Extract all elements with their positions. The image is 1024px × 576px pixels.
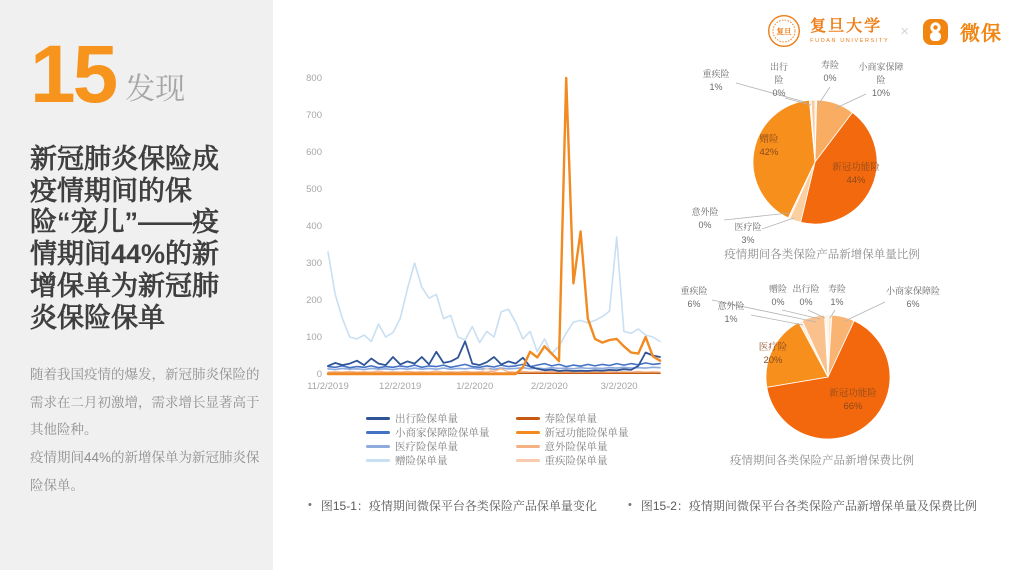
x-axis-tick: 12/2/2019	[379, 381, 422, 392]
svg-text:重疾险: 重疾险	[702, 69, 730, 79]
fudan-logotype	[810, 18, 889, 44]
legend-column	[516, 413, 629, 466]
svg-text:出行险: 出行险	[792, 284, 820, 294]
svg-text:1%: 1%	[724, 314, 738, 324]
legend-swatch-icon	[366, 417, 390, 420]
pie-label-小商家保障险	[858, 61, 903, 98]
svg-text:赠险: 赠险	[759, 134, 779, 145]
label-leader-line	[836, 94, 866, 108]
wesure-name: 微保	[960, 22, 1002, 45]
pie-label-意外险	[717, 300, 744, 324]
svg-text:意外险: 意外险	[691, 207, 719, 217]
svg-text:0%: 0%	[698, 220, 712, 230]
pie-label-寿险	[828, 283, 846, 307]
pie-label-小商家保障险	[886, 285, 940, 309]
legend-column	[366, 413, 490, 466]
svg-text:0%: 0%	[772, 88, 786, 98]
legend-label: 医疗险保单量	[395, 441, 458, 453]
legend-label: 寿险保单量	[544, 413, 597, 425]
pie-label-医疗险	[734, 221, 761, 245]
fudan-name: 复旦大学	[810, 18, 883, 36]
fudan-seal-icon	[767, 14, 801, 48]
pie-label-重疾险	[702, 68, 729, 92]
legend-item	[516, 441, 629, 452]
series-line-赠险保单量	[328, 237, 660, 354]
svg-text:新冠功能险: 新冠功能险	[832, 162, 880, 173]
left-panel	[0, 0, 273, 570]
pie-label-寿险	[821, 59, 839, 83]
legend-item	[516, 455, 629, 466]
y-axis-tick: 600	[306, 147, 322, 158]
legend-swatch-icon	[516, 417, 540, 420]
y-axis-tick: 300	[306, 258, 322, 269]
svg-text:6%: 6%	[906, 299, 920, 309]
y-axis-tick: 500	[306, 184, 322, 195]
label-leader-line	[845, 302, 885, 321]
svg-text:险: 险	[774, 75, 784, 85]
slide-number: 15	[30, 29, 116, 120]
label-leader-line	[762, 218, 794, 229]
y-axis-tick: 700	[306, 110, 322, 121]
figure-caption-1	[308, 497, 597, 514]
legend-swatch-icon	[366, 431, 390, 434]
legend-label: 赠险保单量	[395, 455, 448, 467]
header-logos	[767, 14, 1002, 48]
figure-caption-1-text: 图15-1：疫情期间微保平台各类保险产品保单量变化	[320, 499, 597, 513]
pie1-caption: 疫情期间各类保险产品新增保单量比例	[724, 249, 920, 261]
figure-caption-2-text: 图15-2：疫情期间微保平台各类保险产品新增保单量及保费比例	[640, 499, 977, 513]
legend-item	[366, 441, 490, 452]
y-axis-tick: 400	[306, 221, 322, 232]
svg-text:医疗险: 医疗险	[758, 342, 788, 353]
svg-text:3%: 3%	[741, 235, 755, 245]
legend-swatch-icon	[366, 459, 390, 462]
pie-label-出行险	[792, 283, 819, 307]
svg-text:小商家保障险: 小商家保障险	[885, 286, 941, 296]
pie-chart-policy-share	[672, 52, 1024, 250]
svg-text:出行: 出行	[769, 62, 789, 72]
svg-text:新冠功能险: 新冠功能险	[829, 388, 877, 399]
svg-text:42%: 42%	[759, 147, 779, 158]
pie-chart-premium-share	[672, 276, 1024, 446]
label-leader-line	[736, 83, 805, 102]
svg-text:0%: 0%	[771, 297, 785, 307]
legend-item	[366, 427, 490, 438]
body-paragraph-1: 随着我国疫情的爆发，新冠肺炎保险的需求在二月初激增，需求增长显著高于其他险种。	[30, 366, 260, 438]
svg-text:小商家保障: 小商家保障	[858, 62, 904, 72]
legend-label: 小商家保障险保单量	[395, 427, 490, 439]
line-chart	[298, 58, 670, 402]
svg-text:医疗险: 医疗险	[734, 222, 762, 232]
legend-swatch-icon	[516, 459, 540, 462]
x-axis-tick: 3/2/2020	[600, 381, 638, 392]
body-paragraph-2: 疫情期间44%的新增保单为新冠肺炎保险保单。	[30, 449, 260, 493]
svg-text:寿险: 寿险	[820, 60, 840, 70]
logo-separator: ×	[900, 22, 909, 40]
line-chart-legend	[366, 413, 629, 466]
svg-text:44%: 44%	[846, 175, 866, 186]
wesure-mascot-icon	[920, 15, 951, 48]
label-leader-line	[782, 310, 820, 319]
legend-label: 重疾险保单量	[544, 455, 608, 467]
legend-swatch-icon	[366, 445, 390, 448]
legend-swatch-icon	[516, 431, 540, 434]
y-axis-tick: 800	[306, 73, 322, 84]
x-axis-tick: 1/2/2020	[456, 381, 494, 392]
svg-text:6%: 6%	[687, 299, 701, 309]
svg-text:66%: 66%	[843, 401, 863, 412]
legend-swatch-icon	[516, 445, 540, 448]
svg-text:意外险: 意外险	[717, 301, 745, 311]
figure-caption-2	[628, 497, 977, 514]
fudan-subtitle: FUDAN UNIVERSITY	[810, 37, 890, 44]
pie-label-意外险	[691, 206, 718, 230]
svg-text:1%: 1%	[709, 82, 723, 92]
legend-label: 意外险保单量	[544, 441, 608, 453]
pie-label-出行险	[770, 61, 788, 98]
label-leader-line	[724, 213, 789, 220]
pie-label-赠险	[769, 283, 787, 307]
legend-item	[516, 413, 629, 424]
svg-text:险: 险	[876, 75, 886, 85]
headline: 新冠肺炎保险成疫情期间的保险“宠儿”——疫情期间44%的新增保单为新冠肺炎保险保单	[30, 143, 220, 333]
y-axis-tick: 200	[306, 295, 322, 306]
svg-text:寿险: 寿险	[827, 284, 847, 294]
svg-text:10%: 10%	[871, 88, 891, 98]
legend-label: 新冠功能险保单量	[544, 427, 629, 439]
legend-item	[366, 413, 490, 424]
slide-number-block	[30, 29, 245, 120]
svg-text:0%: 0%	[799, 297, 813, 307]
svg-text:重疾险: 重疾险	[680, 286, 708, 296]
svg-text:1%: 1%	[830, 297, 844, 307]
y-axis-tick: 100	[306, 332, 322, 343]
svg-text:0%: 0%	[823, 73, 837, 83]
svg-text:复旦: 复旦	[776, 27, 792, 36]
label-leader-line	[751, 315, 803, 325]
legend-label: 出行险保单量	[395, 413, 458, 425]
pie-label-重疾险	[680, 285, 707, 309]
bullet-icon: •	[628, 499, 632, 511]
series-line-新冠功能险保单量	[328, 78, 660, 374]
pie2-caption: 疫情期间各类保险产品新增保费比例	[730, 455, 914, 467]
legend-item	[516, 427, 629, 438]
y-axis-tick: 0	[316, 369, 322, 380]
legend-item	[366, 455, 490, 466]
x-axis-tick: 2/2/2020	[530, 381, 568, 392]
svg-text:赠险: 赠险	[768, 284, 788, 294]
slide-number-label: 发现	[125, 72, 186, 106]
svg-text:20%: 20%	[763, 355, 783, 366]
bullet-icon: •	[308, 499, 312, 511]
x-axis-tick: 11/2/2019	[307, 381, 349, 392]
